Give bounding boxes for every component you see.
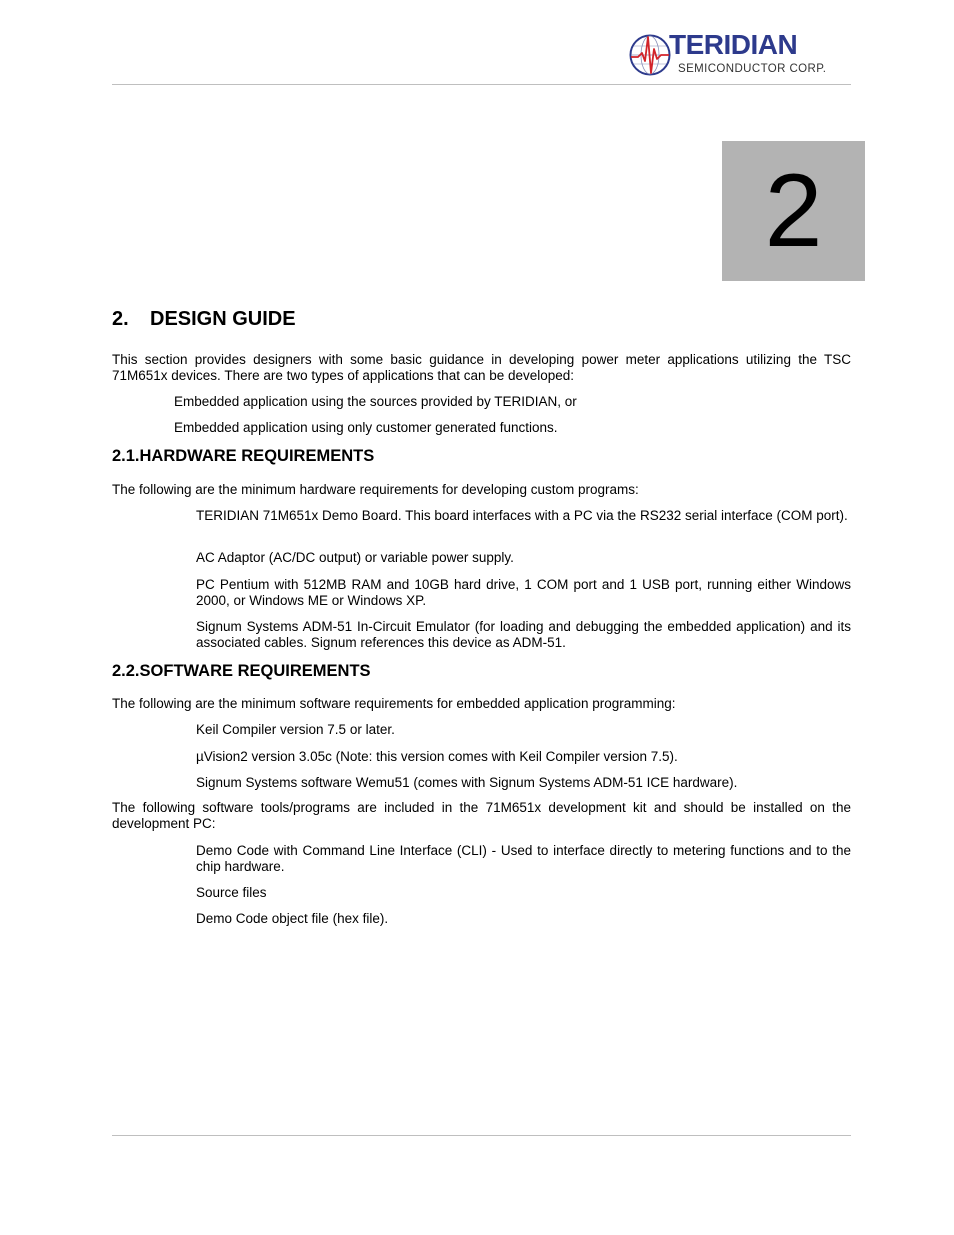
software-item: Signum Systems software Wemu51 (comes with Signum Systems ADM-51 ICE hardware). xyxy=(196,775,738,790)
intro-item: Embedded application using the sources provided by TERIDIAN, or xyxy=(174,394,577,409)
software-tool-item: Source files xyxy=(196,885,267,900)
software-tool-item: Demo Code with Command Line Interface (CLI) - Used to interface directly to metering functions and to the chip hardware. xyxy=(196,843,851,874)
intro-paragraph: This section provides designers with some basic guidance in developing power meter applications utilizing the TSC 71M651x devices. There are two types of applications that can be developed: xyxy=(112,352,851,383)
software-heading: 2.2.SOFTWARE REQUIREMENTS xyxy=(112,662,371,680)
chapter-number-box: 2 xyxy=(722,141,865,281)
hardware-item: AC Adaptor (AC/DC output) or variable power supply. xyxy=(196,550,514,565)
footer-rule xyxy=(112,1135,851,1136)
header-rule xyxy=(112,84,851,85)
software-item: µVision2 version 3.05c (Note: this version comes with Keil Compiler version 7.5). xyxy=(196,749,678,764)
software-paragraph-2: The following software tools/programs are included in the 71M651x development kit and should be installed on the development PC: xyxy=(112,800,851,831)
logo-subtitle: SEMICONDUCTOR CORP. xyxy=(678,63,827,75)
section-title: DESIGN GUIDE xyxy=(150,308,296,330)
intro-item: Embedded application using only customer generated functions. xyxy=(174,420,558,435)
hardware-item: TERIDIAN 71M651x Demo Board. This board interfaces with a PC via the RS232 serial interface (COM port). xyxy=(196,508,848,523)
section-heading xyxy=(112,307,296,331)
hardware-item: Signum Systems ADM-51 In-Circuit Emulator (for loading and debugging the embedded application) and its associated cables. Signum references this device as ADM-51. xyxy=(196,619,851,650)
software-item: Keil Compiler version 7.5 or later. xyxy=(196,722,395,737)
logo-name: TERIDIAN xyxy=(669,29,798,60)
software-tool-item: Demo Code object file (hex file). xyxy=(196,911,389,926)
software-paragraph: The following are the minimum software requirements for embedded application programming: xyxy=(112,696,676,711)
section-number: 2. xyxy=(112,308,129,330)
logo-globe-icon xyxy=(628,33,672,77)
hardware-item: PC Pentium with 512MB RAM and 10GB hard drive, 1 COM port and 1 USB port, running either Windows 2000, or Windows ME or Windows XP. xyxy=(196,577,851,608)
hardware-heading: 2.1.HARDWARE REQUIREMENTS xyxy=(112,447,375,465)
teridian-logo xyxy=(628,30,833,80)
hardware-paragraph: The following are the minimum hardware requirements for developing custom programs: xyxy=(112,482,639,497)
